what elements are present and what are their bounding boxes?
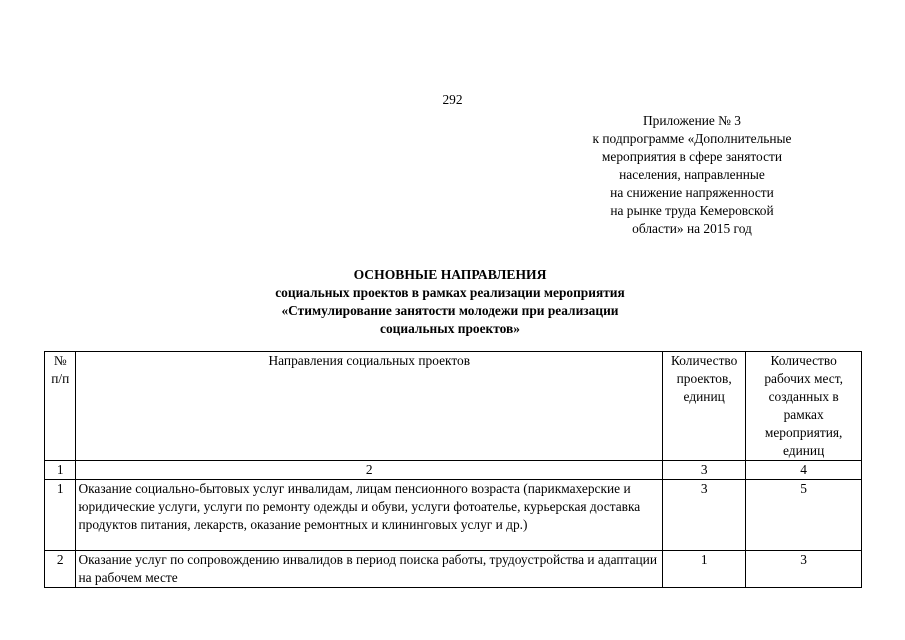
header-projects-count: Количество проектов, единиц [663,352,746,461]
table-row [45,480,862,551]
header-direction: Направления социальных проектов [76,352,663,461]
header-jobs-count: Количество рабочих мест, созданных в рамках мероприятия, единиц [746,352,862,461]
column-number: 1 [45,461,76,480]
row-direction: Оказание услуг по сопровождению инвалидов в период поиска работы, трудоустройства и адаптации на рабочем месте [76,551,663,588]
social-projects-table [44,351,862,588]
table-header-row [45,352,862,461]
appendix-line: на снижение напряженности [610,185,774,200]
heading-line: «Стимулирование занятости молодежи при реализации [281,303,619,318]
appendix-note [572,112,812,238]
column-numbers-row [45,461,862,480]
document-heading [180,266,720,338]
appendix-line: области» на 2015 год [632,221,752,236]
column-number: 3 [663,461,746,480]
table-row [45,551,862,588]
row-jobs: 5 [746,480,862,551]
appendix-line: на рынке труда Кемеровской [610,203,774,218]
column-number: 4 [746,461,862,480]
heading-line: социальных проектов» [380,321,520,336]
heading-title: ОСНОВНЫЕ НАПРАВЛЕНИЯ [353,267,547,282]
row-direction: Оказание социально-бытовых услуг инвалидам, лицам пенсионного возраста (парикмахерские и юридические услуги, услуги по ремонту одежды и обуви, услуги фотоателье, курьерская доставка продуктов питания, лекарств, оказание ремонтных и клининговых услуг и др.) [76,480,663,551]
heading-line: социальных проектов в рамках реализации мероприятия [275,285,625,300]
appendix-line: населения, направленные [619,167,765,182]
header-num: № п/п [45,352,76,461]
row-num: 2 [45,551,76,588]
row-projects: 1 [663,551,746,588]
page-number: 292 [442,92,463,107]
appendix-line: мероприятия в сфере занятости [601,149,783,164]
column-number: 2 [76,461,663,480]
row-num: 1 [45,480,76,551]
row-projects: 3 [663,480,746,551]
appendix-line: Приложение № 3 [642,113,742,128]
appendix-line: к подпрограмме «Дополнительные [592,131,792,146]
row-jobs: 3 [746,551,862,588]
